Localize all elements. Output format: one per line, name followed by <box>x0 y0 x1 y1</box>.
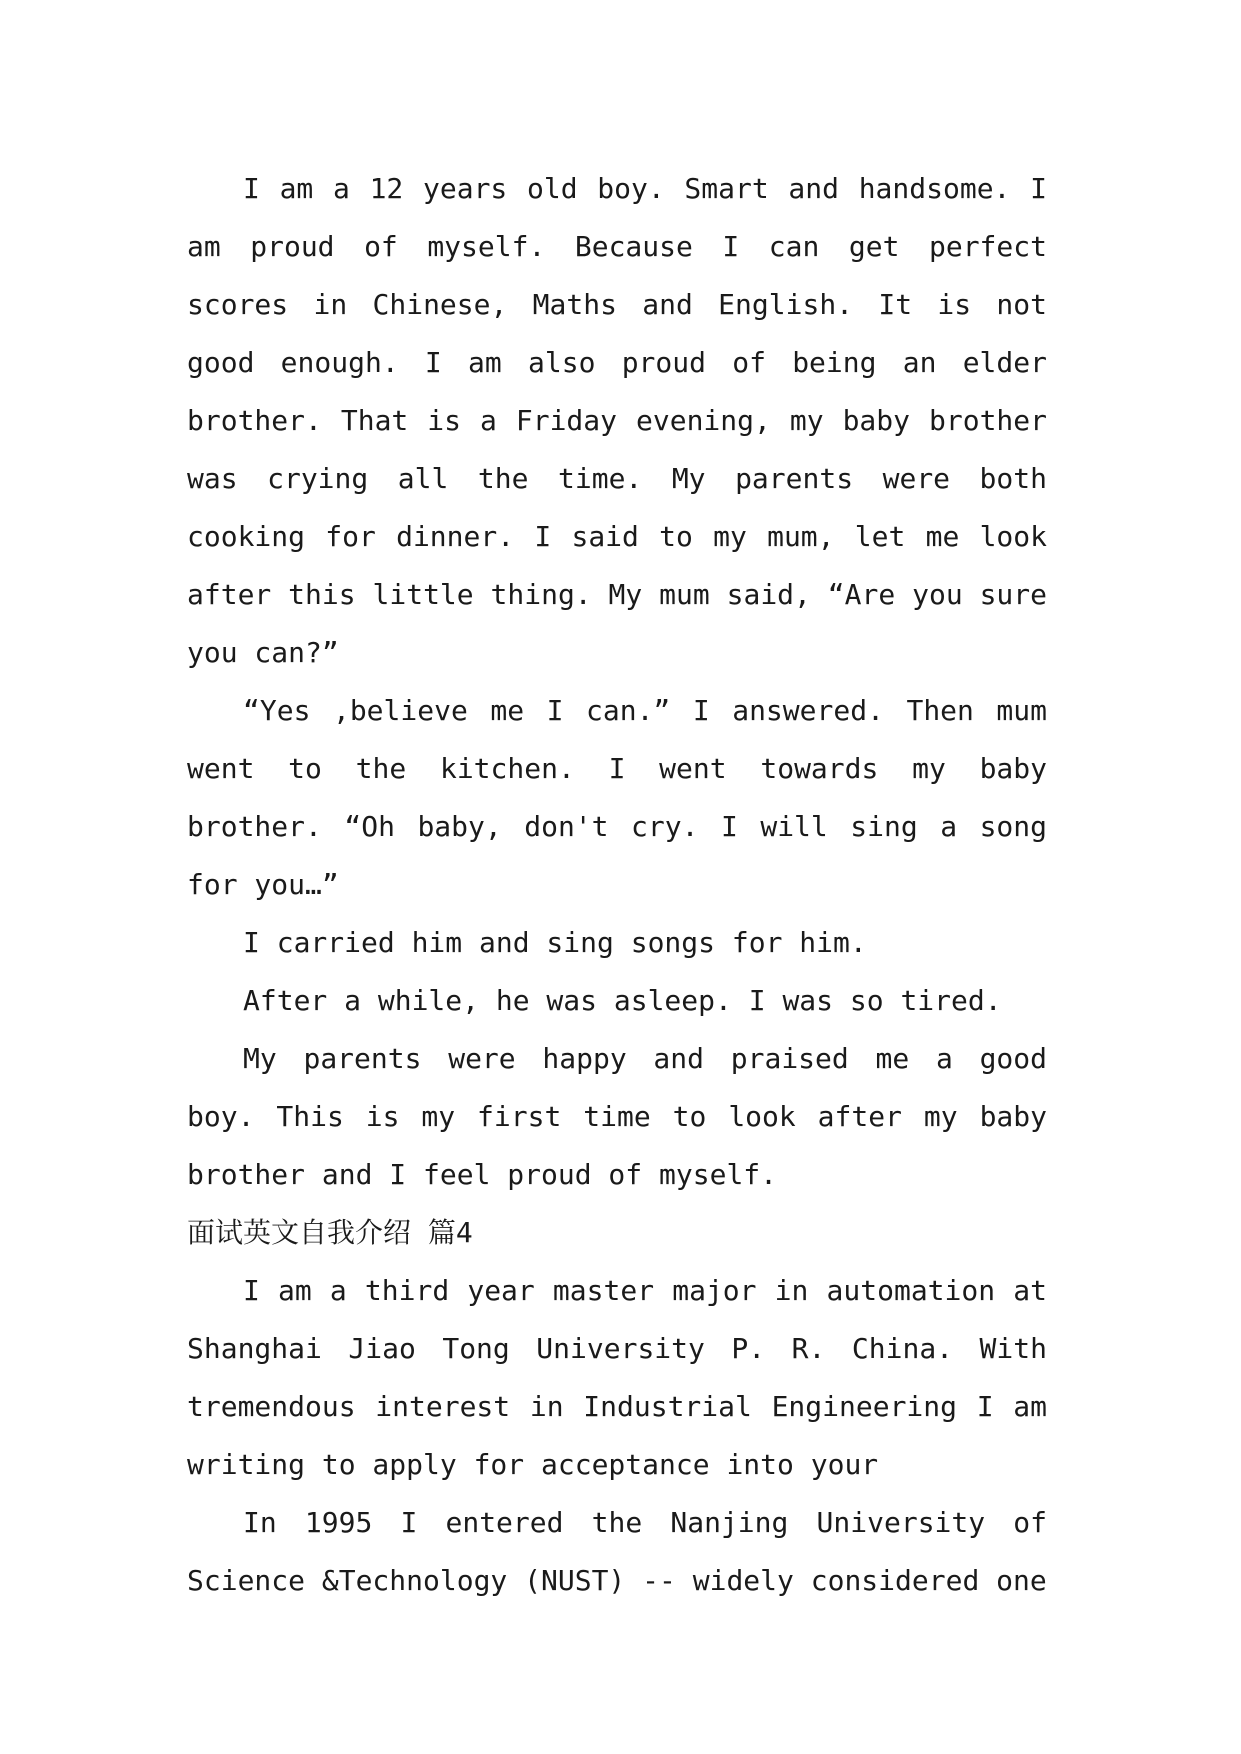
document-body <box>187 160 1047 1610</box>
paragraph-master: I am a third year master major in automation at Shanghai Jiao Tong University P. R. China. With tremendous interest in Industrial Engineering I am writing to apply for acceptance into your <box>187 1274 1047 1481</box>
paragraph-asleep: After a while, he was asleep. I was so tired. <box>243 984 1002 1017</box>
paragraph-praised: My parents were happy and praised me a good boy. This is my first time to look after my baby brother and I feel proud of myself. <box>187 1042 1047 1191</box>
paragraph-intro: I am a 12 years old boy. Smart and handsome. I am proud of myself. Because I can get perfect scores in Chinese, Maths and English. It is not good enough. I am also proud of being an elder brother. That is a Friday evening, my baby brother was crying all the time. My parents were both cooking for dinner. I said to my mum, let me look after this little thing. My mum said, “Are you sure you can?” <box>187 172 1047 669</box>
paragraph-dialogue: “Yes ,believe me I can.” I answered. Then mum went to the kitchen. I went towards my baby brother. “Oh baby, don't cry. I will sing a song for you…” <box>187 694 1047 901</box>
section-heading: 面试英文自我介绍 篇4 <box>187 1216 473 1249</box>
paragraph-nust: In 1995 I entered the Nanjing University of Science &Technology (NUST) -- widely considered one <box>187 1506 1047 1597</box>
paragraph-carried: I carried him and sing songs for him. <box>243 926 867 959</box>
